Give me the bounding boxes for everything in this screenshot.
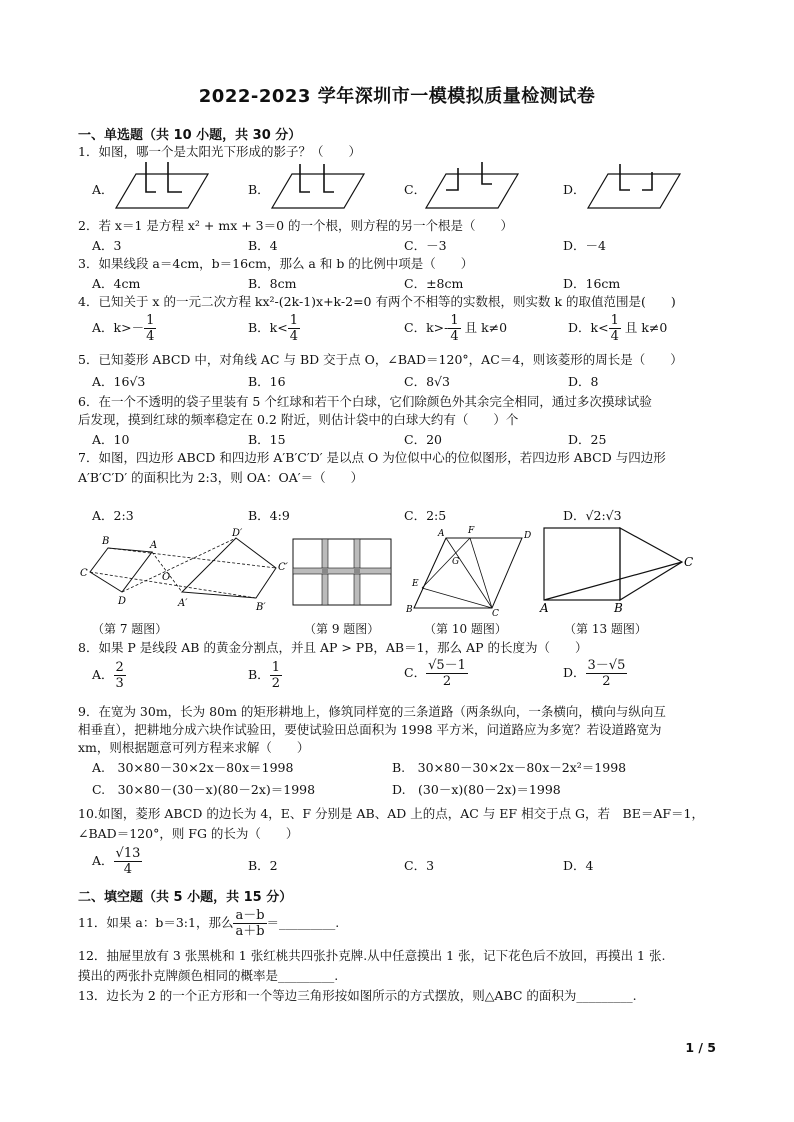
q10-option-b: B．2	[248, 858, 278, 873]
q7-option-d: D．√2:√3	[563, 508, 622, 523]
q6-option-b: B．15	[248, 432, 286, 447]
q6-option-c: C．20	[404, 432, 442, 447]
q6-line-1: 6．在一个不透明的袋子里装有 5 个红球和若干个白球，它们除颜色外其余完全相同，通过多次摸球试验	[78, 394, 652, 409]
q10-line-2: ∠BAD＝120°，则 FG 的长为（ ）	[78, 826, 299, 841]
q9-option-a: A. 30×80－30×2x－80x＝1998	[92, 760, 294, 775]
q8-option-b	[248, 660, 282, 691]
q4-fraction-b: $\frac{1}{4}$	[289, 313, 299, 344]
q1-figure-a	[112, 158, 212, 210]
q9-option-b: B. 30×80－30×2x－80x－2x²＝1998	[392, 760, 627, 775]
figure-10-caption: （第 10 题图）	[424, 622, 507, 636]
svg-text:C: C	[684, 555, 694, 569]
figure-9-caption: （第 9 题图）	[304, 622, 380, 636]
q2-option-c: C．－3	[404, 238, 447, 253]
q4-option-c-cond: 且 k≠0	[464, 320, 508, 335]
q11-fraction: $\frac{a-b}{a+b}$	[235, 908, 265, 939]
q10-option-c: C．3	[404, 858, 435, 873]
q2-option-b: B．4	[248, 238, 278, 253]
svg-text:D′: D′	[232, 528, 243, 539]
q10-option-a	[92, 846, 142, 877]
q8-fraction-b: $\frac{1}{2}$	[271, 660, 280, 691]
q9-line-1: 9．在宽为 30m，长为 80m 的矩形耕地上，修筑同样宽的三条道路（两条纵向，一条横向，横向与纵向互	[78, 704, 666, 719]
svg-text:C′: C′	[278, 562, 288, 573]
svg-text:O: O	[162, 572, 171, 583]
svg-text:A: A	[438, 529, 445, 539]
q9-option-d: D. (30－x)(80－2x)＝1998	[392, 782, 561, 797]
q3-option-d: D．16cm	[563, 276, 621, 291]
figure-7-caption: （第 7 题图）	[92, 622, 168, 636]
q10-option-d: D．4	[563, 858, 594, 873]
svg-text:B′: B′	[256, 602, 266, 613]
q1-option-a: A．	[92, 182, 114, 197]
q5-option-b: B．16	[248, 374, 286, 389]
q4-option-c	[404, 313, 507, 344]
svg-text:F: F	[468, 526, 475, 536]
q7-option-a: A．2:3	[92, 508, 134, 523]
q4-stem: 4．已知关于 x 的一元二次方程 kx²-(2k-1)x+k-2=0 有两个不相等的实数根，则实数 k 的取值范围是( )	[78, 294, 676, 309]
q8-option-b-text: B．	[248, 667, 270, 682]
svg-text:A: A	[150, 540, 158, 551]
q1-figure-b	[268, 158, 368, 210]
svg-text:B: B	[614, 601, 623, 615]
q11-blank: ＝_________.	[266, 915, 340, 930]
q8-stem: 8．如果 P 是线段 AB 的黄金分割点，并且 AP > PB，AB＝1，那么 AP 的长度为（ ）	[78, 640, 588, 655]
q1-option-b: B．	[248, 182, 270, 197]
q2-option-a: A．3	[92, 238, 122, 253]
q4-fraction-a: $\frac{1}{4}$	[146, 313, 155, 344]
svg-text:D: D	[118, 596, 127, 607]
q8-option-a	[92, 660, 126, 691]
q9-line-3: xm，则根据题意可列方程来求解（ ）	[78, 740, 310, 755]
svg-text:E: E	[412, 579, 419, 589]
q4-option-b-text: B．k<	[248, 320, 288, 335]
q8-option-c-text: C．	[404, 665, 427, 680]
svg-text:D: D	[524, 531, 532, 541]
section-single-choice: 一、单选题（共 10 小题，共 30 分）	[78, 128, 302, 143]
q4-option-a	[92, 313, 156, 344]
svg-text:C: C	[80, 568, 88, 579]
q7-option-c: C．2:5	[404, 508, 447, 523]
q4-option-d	[568, 313, 667, 344]
q4-option-d-cond: 且 k≠0	[624, 320, 668, 335]
q8-fraction-d: $\frac{3-√5}{2}$	[587, 658, 626, 689]
figure-9-farmland	[292, 538, 392, 606]
q9-line-2: 相垂直），把耕地分成六块作试验田，要使试验田总面积为 1998 平方米，问道路应为多宽？若设道路宽为	[78, 722, 662, 737]
q3-option-c: C．±8cm	[404, 276, 464, 291]
exam-title: 2022-2023 学年深圳市一模模拟质量检测试卷	[198, 86, 596, 107]
q8-option-a-text: A．	[92, 667, 114, 682]
q11	[78, 908, 339, 939]
q12-line-1: 12．抽屉里放有 3 张黑桃和 1 张红桃共四张扑克牌.从中任意摸出 1 张，记下花色后不放回，再摸出 1 张.	[78, 948, 666, 963]
q1-figure-c	[422, 158, 522, 210]
q7-line-1: 7．如图，四边形 ABCD 和四边形 A′B′C′D′ 是以点 O 为位似中心的位似图形，若四边形 ABCD 与四边形	[78, 450, 666, 465]
q6-option-a: A．10	[92, 432, 130, 447]
q3-option-b: B．8cm	[248, 276, 297, 291]
figure-13-caption: （第 13 题图）	[564, 622, 647, 636]
q10-option-a-text: A．	[92, 853, 114, 868]
figure-7-homothety	[78, 528, 290, 620]
q4-option-b	[248, 313, 300, 344]
svg-text:G: G	[452, 557, 460, 567]
q6-option-d: D．25	[568, 432, 607, 447]
q4-fraction-d: $\frac{1}{4}$	[610, 313, 619, 344]
page-number: 1 / 5	[685, 1040, 716, 1055]
q8-option-d-text: D．	[563, 665, 586, 680]
q8-fraction-a: $\frac{2}{3}$	[115, 660, 124, 691]
q7-option-b: B．4:9	[248, 508, 290, 523]
q10-line-1: 10.如图，菱形 ABCD 的边长为 4，E、F 分别是 AB、AD 上的点，AC 与 EF 相交于点 G，若 BE＝AF＝1，	[78, 806, 704, 821]
q13-stem: 13．边长为 2 的一个正方形和一个等边三角形按如图所示的方式摆放，则△ABC 的面积为_________.	[78, 988, 637, 1003]
q4-option-a-text: A．k>－	[92, 320, 145, 335]
q12-line-2: 摸出的两张扑克牌颜色相同的概率是_________.	[78, 968, 339, 983]
q5-option-a: A．16√3	[92, 374, 146, 389]
q5-option-c: C．8√3	[404, 374, 450, 389]
q5-stem: 5．已知菱形 ABCD 中，对角线 AC 与 BD 交于点 O，∠BAD＝120°，AC＝4，则该菱形的周长是（ ）	[78, 352, 683, 367]
q1-option-d: D．	[563, 182, 586, 197]
q7-line-2: A′B′C′D′ 的面积比为 2:3，则 OA：OA′＝（ ）	[78, 470, 364, 485]
figure-10-rhombus	[406, 524, 536, 616]
q1-stem: 1．如图，哪一个是太阳光下形成的影子？（ ）	[78, 144, 361, 159]
q8-option-c	[404, 658, 468, 689]
svg-text:A: A	[540, 601, 549, 615]
q3-option-a: A．4cm	[92, 276, 141, 291]
q2-option-d: D．－4	[563, 238, 606, 253]
section-fill-in: 二、填空题（共 5 小题，共 15 分）	[78, 890, 293, 905]
q10-fraction-a: $\frac{√13}{4}$	[115, 846, 141, 877]
svg-text:C: C	[492, 609, 499, 616]
q11-text: 11．如果 a：b＝3:1，那么	[78, 915, 234, 930]
q5-option-d: D．8	[568, 374, 599, 389]
q1-option-c: C．	[404, 182, 427, 197]
q4-option-d-text: D．k<	[568, 320, 609, 335]
q2-stem: 2．若 x＝1 是方程 x² + mx + 3＝0 的一个根，则方程的另一个根是（ ）	[78, 218, 514, 233]
q1-figure-d	[584, 158, 684, 210]
svg-text:A′: A′	[178, 598, 188, 609]
q8-fraction-c: $\frac{√5-1}{2}$	[428, 658, 466, 689]
q3-stem: 3．如果线段 a＝4cm，b＝16cm，那么 a 和 b 的比例中项是（ ）	[78, 256, 474, 271]
q9-option-c: C. 30×80－(30－x)(80－2x)＝1998	[92, 782, 316, 797]
figure-13-square-triangle	[536, 524, 696, 616]
q4-option-c-text: C．k>-	[404, 320, 449, 335]
q4-fraction-c: $\frac{1}{4}$	[450, 313, 459, 344]
svg-text:B: B	[406, 605, 413, 615]
svg-text:B: B	[102, 536, 110, 547]
q6-line-2: 后发现，摸到红球的频率稳定在 0.2 附近，则估计袋中的白球大约有（ ）个	[78, 412, 519, 427]
q8-option-d	[563, 658, 627, 689]
